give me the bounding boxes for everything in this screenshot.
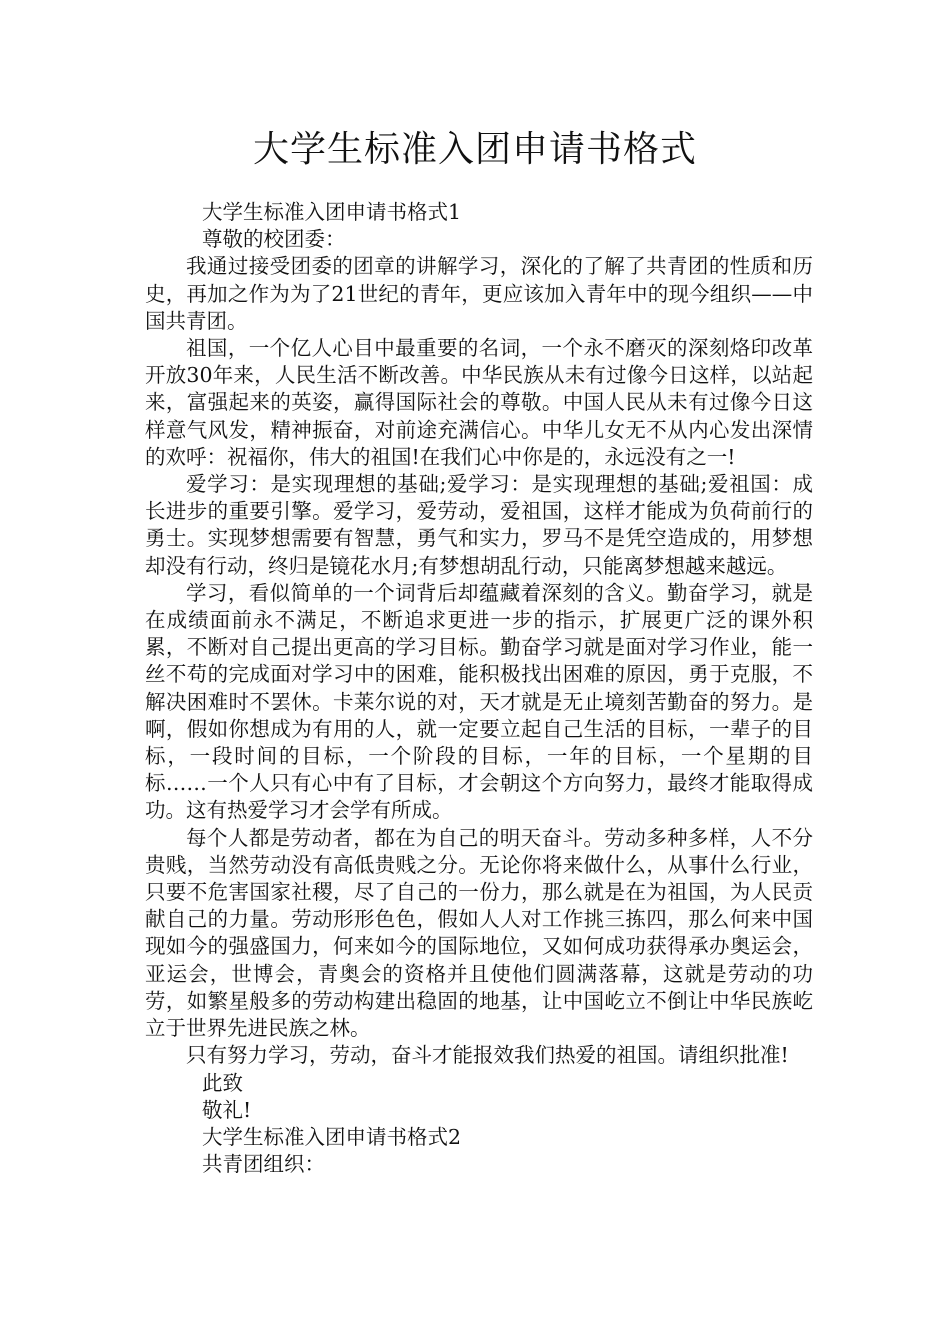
salutation: 尊敬的校团委： [202,227,346,252]
paragraph: 爱学习：是实现理想的基础;爱学习：是实现理想的基础;爱祖国：成长进步的重要引擎。爱学习，爱劳动，爱祖国，这样才能成为负荷前行的勇士。实现梦想需要有智慧，勇气和实力，罗马不是凭空造成的，用梦想却没有行动，终归是镜花水月;有梦想胡乱行动，只能离梦想越来越远。 [145,472,813,578]
document-title: 大学生标准入团申请书格式 [252,129,697,170]
paragraph: 我通过接受团委的团章的讲解学习，深化的了解了共青团的性质和历史，再加之作为为了21世纪的青年，更应该加入青年中的现今组织——中国共青团。 [145,254,813,333]
closing-salute: 敬礼! [202,1097,252,1122]
document-body [145,199,813,1178]
paragraph: 只有努力学习，劳动，奋斗才能报效我们热爱的祖国。请组织批准! [186,1043,789,1068]
section-heading-2: 大学生标准入团申请书格式2 [202,1124,462,1149]
paragraph: 祖国，一个亿人心目中最重要的名词，一个永不磨灭的深刻烙印改革开放30年来，人民生活不断改善。中华民族从未有过像今日这样，以站起来，富强起来的英姿，赢得国际社会的尊敬。中国人民从未有过像今日这样意气风发，精神振奋，对前途充满信心。中华儿女无不从内心发出深情的欢呼：祝福你，伟大的祖国!在我们心中你是的，永远没有之一! [145,336,813,469]
paragraph: 学习，看似简单的一个词背后却蕴藏着深刻的含义。勤奋学习，就是在成绩面前永不满足，不断追求更进一步的指示，扩展更广泛的课外积累，不断对自己提出更高的学习目标。勤奋学习就是面对学习作业，能一丝不苟的完成面对学习中的困难，能积极找出困难的原因，勇于克服，不解决困难时不罢休。卡莱尔说的对，天才就是无止境刻苦勤奋的努力。是啊，假如你想成为有用的人，就一定要立起自己生活的目标，一辈子的目标，一段时间的目标，一个阶段的目标，一年的目标，一个星期的目标……一个人只有心中有了目标，才会朝这个方向努力，最终才能取得成功。这有热爱学习才会学有所成。 [145,580,813,823]
section-heading-1: 大学生标准入团申请书格式1 [202,200,462,224]
salutation: 共青团组织： [202,1152,325,1177]
paragraph: 每个人都是劳动者，都在为自己的明天奋斗。劳动多种多样，人不分贵贱，当然劳动没有高低贵贱之分。无论你将来做什么，从事什么行业，只要不危害国家社稷，尽了自己的一份力，那么就是在为祖国，为人民贡献自己的力量。劳动形形色色，假如人人对工作挑三拣四，那么何来中国现如今的强盛国力，何来如今的国际地位，又如何成功获得承办奥运会，亚运会，世博会，青奥会的资格并且使他们圆满落幕，这就是劳动的功劳，如繁星般多的劳动构建出稳固的地基，让中国屹立不倒让中华民族屹立于世界先进民族之林。 [145,825,813,1041]
closing-line: 此致 [202,1070,243,1095]
